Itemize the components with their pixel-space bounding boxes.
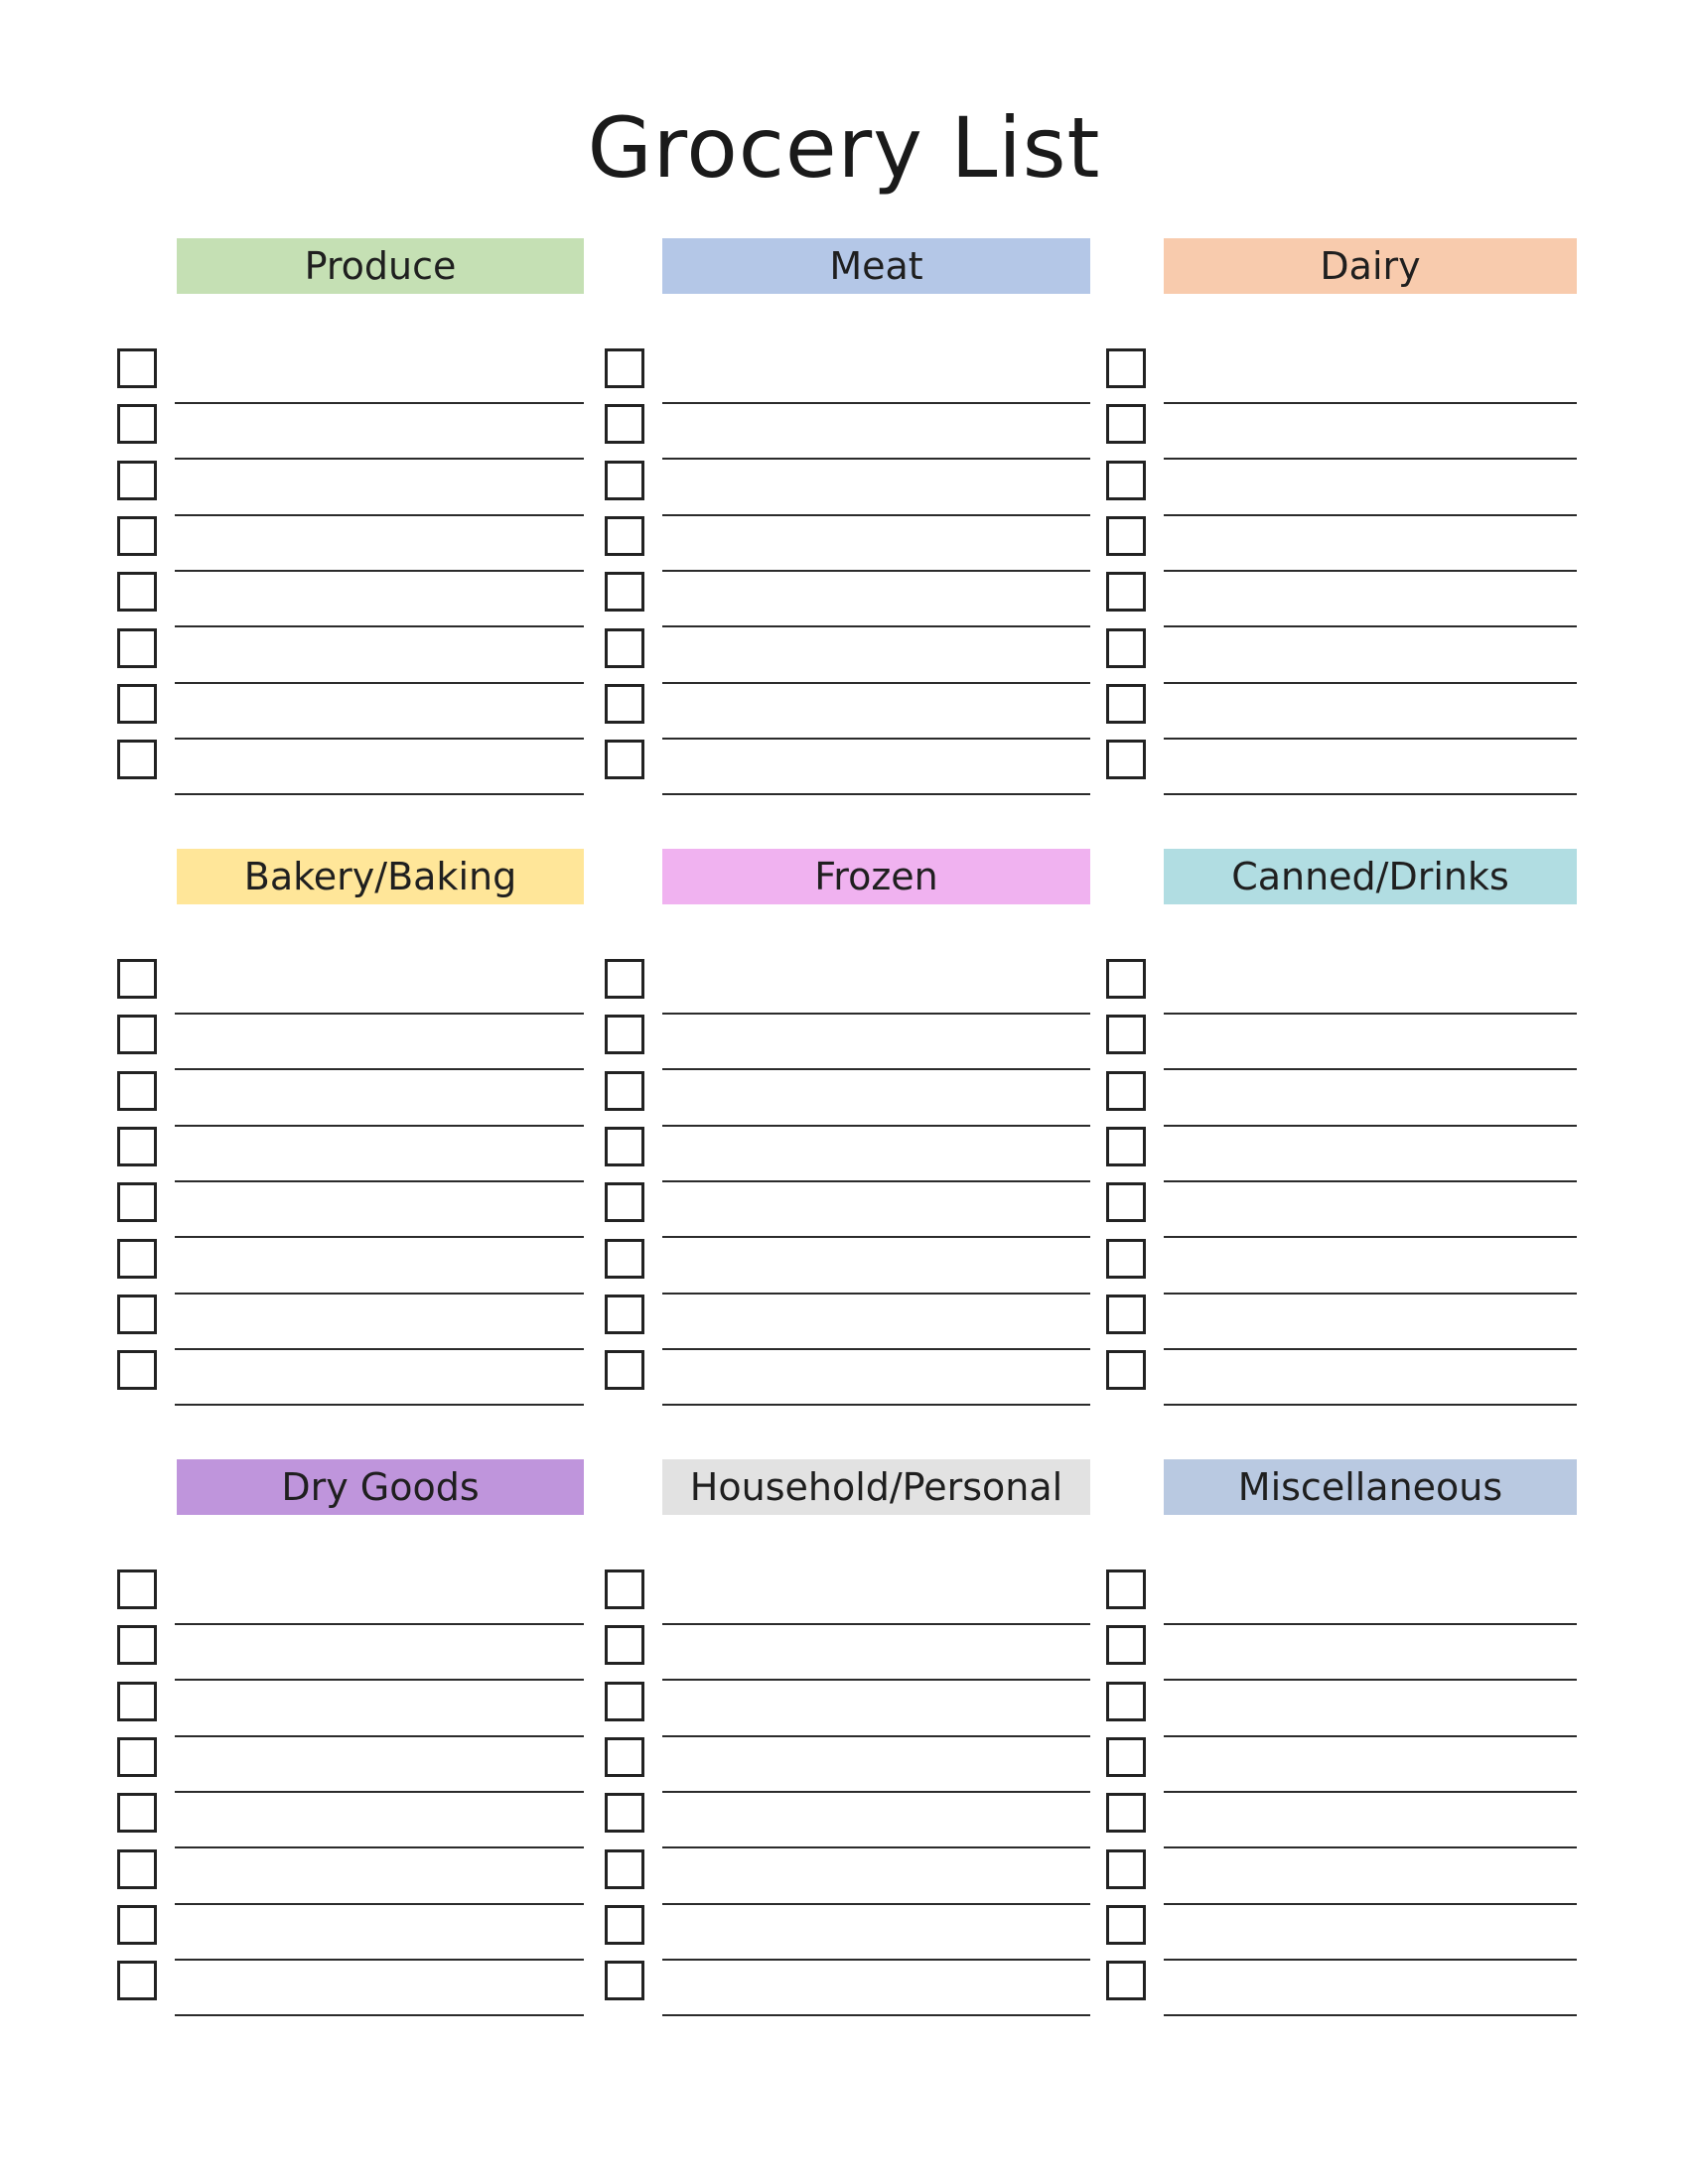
item-write-line[interactable]	[662, 1125, 1090, 1127]
item-write-line[interactable]	[1164, 1180, 1577, 1182]
item-write-line[interactable]	[662, 2014, 1090, 2016]
item-checkbox[interactable]	[1106, 959, 1146, 999]
item-checkbox[interactable]	[605, 1961, 644, 2000]
item-checkbox[interactable]	[1106, 348, 1146, 388]
item-checkbox[interactable]	[1106, 1849, 1146, 1889]
item-checkbox[interactable]	[605, 1793, 644, 1833]
item-checkbox[interactable]	[605, 1239, 644, 1279]
section-header: Produce	[177, 238, 584, 294]
item-write-line[interactable]	[662, 1013, 1090, 1015]
item-checkbox[interactable]	[117, 740, 157, 779]
item-write-line[interactable]	[1164, 402, 1577, 404]
item-write-line[interactable]	[662, 738, 1090, 740]
item-write-line[interactable]	[1164, 738, 1577, 740]
item-write-line[interactable]	[1164, 1348, 1577, 1350]
item-write-line[interactable]	[1164, 1068, 1577, 1070]
item-write-line[interactable]	[175, 1068, 584, 1070]
item-checkbox[interactable]	[117, 516, 157, 556]
item-write-line[interactable]	[175, 1623, 584, 1625]
item-checkbox[interactable]	[605, 1182, 644, 1222]
item-checkbox[interactable]	[117, 1682, 157, 1721]
item-write-line[interactable]	[1164, 1791, 1577, 1793]
section-header: Canned/Drinks	[1164, 849, 1577, 904]
item-write-line[interactable]	[1164, 793, 1577, 795]
item-write-line[interactable]	[175, 1903, 584, 1905]
item-checkbox[interactable]	[605, 1127, 644, 1166]
item-checkbox[interactable]	[117, 1015, 157, 1054]
item-write-line[interactable]	[175, 1180, 584, 1182]
item-write-line[interactable]	[175, 1959, 584, 1961]
item-write-line[interactable]	[175, 1293, 584, 1295]
item-write-line[interactable]	[1164, 1679, 1577, 1681]
item-checkbox[interactable]	[117, 1127, 157, 1166]
item-write-line[interactable]	[662, 1846, 1090, 1848]
item-write-line[interactable]	[662, 1735, 1090, 1737]
item-write-line[interactable]	[662, 1679, 1090, 1681]
item-checkbox[interactable]	[605, 684, 644, 724]
item-write-line[interactable]	[1164, 1013, 1577, 1015]
item-write-line[interactable]	[662, 458, 1090, 460]
item-write-line[interactable]	[175, 1013, 584, 1015]
item-checkbox[interactable]	[1106, 1570, 1146, 1609]
item-checkbox[interactable]	[117, 684, 157, 724]
item-checkbox[interactable]	[1106, 1905, 1146, 1945]
item-checkbox[interactable]	[605, 1905, 644, 1945]
item-checkbox[interactable]	[117, 1849, 157, 1889]
item-write-line[interactable]	[1164, 1404, 1577, 1406]
item-write-line[interactable]	[662, 1623, 1090, 1625]
item-write-line[interactable]	[175, 1236, 584, 1238]
item-write-line[interactable]	[175, 625, 584, 627]
item-checkbox[interactable]	[605, 1071, 644, 1111]
item-checkbox[interactable]	[605, 404, 644, 444]
item-checkbox[interactable]	[117, 1625, 157, 1665]
item-write-line[interactable]	[662, 1791, 1090, 1793]
item-checkbox[interactable]	[117, 1239, 157, 1279]
item-checkbox[interactable]	[1106, 572, 1146, 612]
section-header: Dry Goods	[177, 1459, 584, 1515]
item-write-line[interactable]	[662, 1236, 1090, 1238]
item-write-line[interactable]	[175, 1791, 584, 1793]
item-checkbox[interactable]	[605, 959, 644, 999]
item-checkbox[interactable]	[1106, 628, 1146, 668]
item-checkbox[interactable]	[117, 461, 157, 500]
section-header: Frozen	[662, 849, 1090, 904]
section-header: Dairy	[1164, 238, 1577, 294]
item-checkbox[interactable]	[117, 1350, 157, 1390]
item-checkbox[interactable]	[1106, 1350, 1146, 1390]
item-checkbox[interactable]	[117, 348, 157, 388]
item-write-line[interactable]	[662, 570, 1090, 572]
item-write-line[interactable]	[662, 1404, 1090, 1406]
item-write-line[interactable]	[662, 402, 1090, 404]
item-write-line[interactable]	[662, 1903, 1090, 1905]
item-write-line[interactable]	[175, 1846, 584, 1848]
item-write-line[interactable]	[1164, 1959, 1577, 1961]
section-header: Bakery/Baking	[177, 849, 584, 904]
item-checkbox[interactable]	[605, 740, 644, 779]
item-checkbox[interactable]	[605, 1570, 644, 1609]
item-checkbox[interactable]	[117, 628, 157, 668]
item-checkbox[interactable]	[605, 516, 644, 556]
item-write-line[interactable]	[662, 793, 1090, 795]
item-write-line[interactable]	[662, 514, 1090, 516]
item-write-line[interactable]	[662, 1180, 1090, 1182]
item-write-line[interactable]	[175, 1679, 584, 1681]
item-checkbox[interactable]	[605, 1682, 644, 1721]
section-header: Meat	[662, 238, 1090, 294]
item-write-line[interactable]	[1164, 570, 1577, 572]
item-write-line[interactable]	[175, 738, 584, 740]
item-write-line[interactable]	[1164, 1846, 1577, 1848]
item-write-line[interactable]	[1164, 682, 1577, 684]
item-write-line[interactable]	[1164, 2014, 1577, 2016]
item-checkbox[interactable]	[1106, 404, 1146, 444]
item-checkbox[interactable]	[117, 959, 157, 999]
item-checkbox[interactable]	[117, 1182, 157, 1222]
item-write-line[interactable]	[662, 1959, 1090, 1961]
item-write-line[interactable]	[175, 514, 584, 516]
item-checkbox[interactable]	[605, 572, 644, 612]
item-checkbox[interactable]	[605, 1015, 644, 1054]
section-header: Household/Personal	[662, 1459, 1090, 1515]
item-checkbox[interactable]	[117, 572, 157, 612]
item-checkbox[interactable]	[117, 1570, 157, 1609]
item-write-line[interactable]	[175, 793, 584, 795]
item-checkbox[interactable]	[1106, 1182, 1146, 1222]
item-checkbox[interactable]	[605, 1350, 644, 1390]
item-checkbox[interactable]	[1106, 1682, 1146, 1721]
item-checkbox[interactable]	[605, 1849, 644, 1889]
item-write-line[interactable]	[175, 1735, 584, 1737]
item-write-line[interactable]	[662, 1293, 1090, 1295]
item-checkbox[interactable]	[605, 1295, 644, 1334]
item-write-line[interactable]	[175, 458, 584, 460]
item-write-line[interactable]	[662, 1348, 1090, 1350]
item-write-line[interactable]	[175, 1348, 584, 1350]
item-write-line[interactable]	[1164, 1735, 1577, 1737]
item-checkbox[interactable]	[1106, 1625, 1146, 1665]
item-checkbox[interactable]	[1106, 1295, 1146, 1334]
item-write-line[interactable]	[662, 682, 1090, 684]
item-checkbox[interactable]	[605, 348, 644, 388]
item-write-line[interactable]	[1164, 1236, 1577, 1238]
item-write-line[interactable]	[1164, 1125, 1577, 1127]
item-write-line[interactable]	[175, 1125, 584, 1127]
item-checkbox[interactable]	[1106, 1793, 1146, 1833]
item-checkbox[interactable]	[1106, 740, 1146, 779]
item-write-line[interactable]	[175, 402, 584, 404]
section-header: Miscellaneous	[1164, 1459, 1577, 1515]
item-checkbox[interactable]	[1106, 1239, 1146, 1279]
item-checkbox[interactable]	[1106, 1015, 1146, 1054]
page-title: Grocery List	[587, 99, 1101, 197]
item-write-line[interactable]	[175, 2014, 584, 2016]
item-write-line[interactable]	[1164, 625, 1577, 627]
item-checkbox[interactable]	[605, 461, 644, 500]
item-write-line[interactable]	[1164, 514, 1577, 516]
item-write-line[interactable]	[175, 682, 584, 684]
item-checkbox[interactable]	[117, 1905, 157, 1945]
item-checkbox[interactable]	[1106, 1127, 1146, 1166]
item-write-line[interactable]	[662, 1068, 1090, 1070]
item-write-line[interactable]	[175, 1404, 584, 1406]
item-checkbox[interactable]	[1106, 684, 1146, 724]
item-write-line[interactable]	[1164, 1293, 1577, 1295]
item-checkbox[interactable]	[1106, 1737, 1146, 1777]
item-checkbox[interactable]	[605, 628, 644, 668]
item-checkbox[interactable]	[1106, 461, 1146, 500]
item-checkbox[interactable]	[117, 404, 157, 444]
item-write-line[interactable]	[1164, 458, 1577, 460]
item-checkbox[interactable]	[1106, 1071, 1146, 1111]
item-checkbox[interactable]	[1106, 1961, 1146, 2000]
item-checkbox[interactable]	[117, 1071, 157, 1111]
item-checkbox[interactable]	[117, 1793, 157, 1833]
item-checkbox[interactable]	[117, 1737, 157, 1777]
item-write-line[interactable]	[1164, 1623, 1577, 1625]
item-checkbox[interactable]	[605, 1737, 644, 1777]
item-write-line[interactable]	[1164, 1903, 1577, 1905]
item-write-line[interactable]	[175, 570, 584, 572]
item-checkbox[interactable]	[605, 1625, 644, 1665]
item-checkbox[interactable]	[117, 1961, 157, 2000]
item-write-line[interactable]	[662, 625, 1090, 627]
item-checkbox[interactable]	[1106, 516, 1146, 556]
item-checkbox[interactable]	[117, 1295, 157, 1334]
